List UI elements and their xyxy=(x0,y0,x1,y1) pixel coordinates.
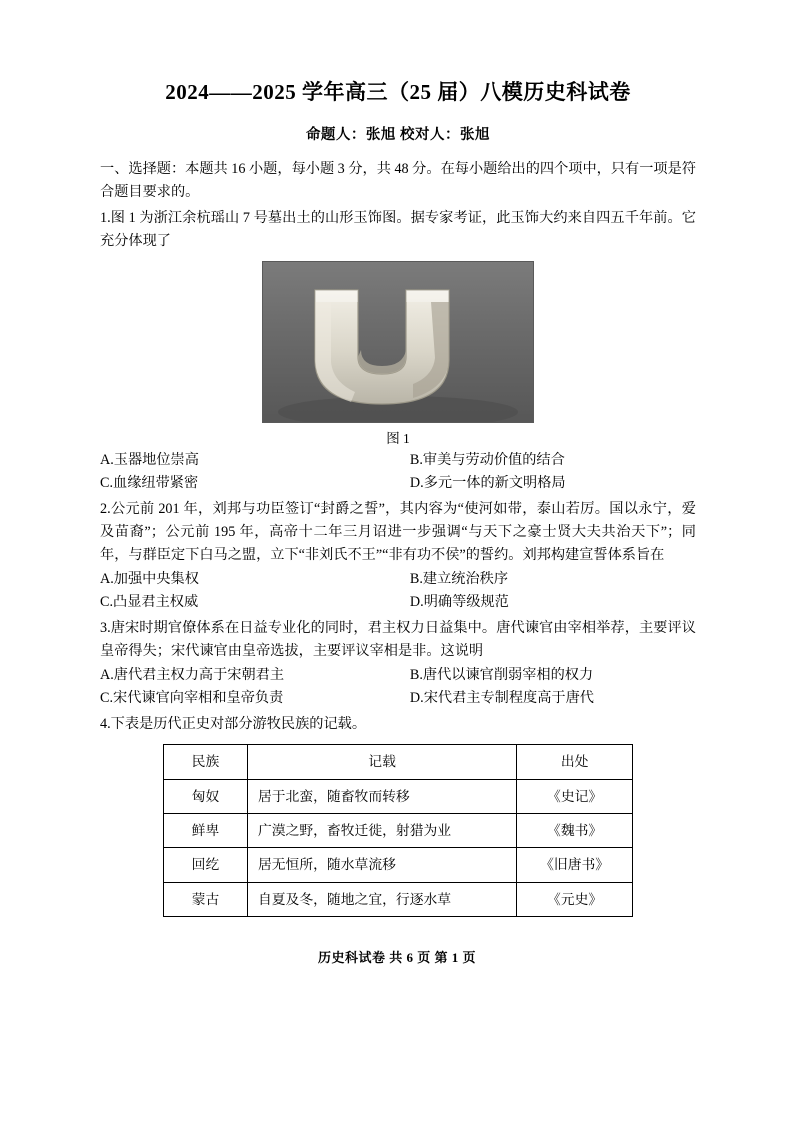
cell-nation: 鲜卑 xyxy=(164,814,248,848)
table-header-nation: 民族 xyxy=(164,745,248,779)
question-1-stem: 1.图 1 为浙江余杭瑶山 7 号墓出土的山形玉饰图。据专家考证，此玉饰大约来自四五千年前。它充分体现了 xyxy=(100,210,696,250)
option-2-a: A.加强中央集权 xyxy=(100,571,199,588)
section-intro: 一、选择题：本题共 16 小题，每小题 3 分，共 48 分。在每小题给出的四个项中，只有一项是符合题目要求的。 xyxy=(100,161,696,201)
table-row xyxy=(164,779,633,813)
jade-artifact-drawing xyxy=(263,262,533,422)
byline: 命题人：张旭 校对人：张旭 xyxy=(305,127,491,144)
figure-1-caption: 图 1 xyxy=(386,431,410,447)
cell-source: 《史记》 xyxy=(517,779,633,813)
figure-1 xyxy=(100,261,696,447)
jade-artifact-image xyxy=(262,261,534,423)
option-2-c: C.凸显君主权威 xyxy=(100,594,199,611)
option-2-d: D.明确等级规范 xyxy=(409,594,509,611)
page-footer: 历史科试卷 共 6 页 第 1 页 xyxy=(317,950,476,965)
option-3-a: A.唐代君主权力高于宋朝君主 xyxy=(100,667,285,684)
cell-source: 《魏书》 xyxy=(517,814,633,848)
question-2-options xyxy=(100,568,696,614)
question-1-options xyxy=(100,449,696,495)
question-4-stem: 4.下表是历代正史对部分游牧民族的记载。 xyxy=(100,716,367,733)
document-body xyxy=(100,78,696,917)
question-3-stem: 3.唐宋时期官僚体系在日益专业化的同时，君主权力日益集中。唐代谏官由宰相举荐，主要评议皇帝得失；宋代谏官由皇帝选拔，主要评议宰相是非。这说明 xyxy=(100,620,696,660)
cell-record: 广漠之野，畜牧迁徙，射猎为业 xyxy=(247,814,516,848)
option-1-b: B.审美与劳动价值的结合 xyxy=(409,452,565,469)
cell-nation: 蒙古 xyxy=(164,882,248,916)
question-3-options xyxy=(100,664,696,710)
option-2-b: B.建立统治秩序 xyxy=(409,571,509,588)
table-header-source: 出处 xyxy=(517,745,633,779)
nomad-records-table xyxy=(163,744,633,917)
question-2-stem: 2.公元前 201 年，刘邦与功臣签订“封爵之誓”，其内容为“使河如带，泰山若厉。国以永宁，爱及苗裔”；公元前 195 年，高帝十二年三月诏进一步强调“与天下之豪士贤大夫共治天下”；同年，与群臣定下白马之盟，立下“非刘氏不王”“非有功不侯”的誓约。刘邦构建宣誓体系旨在 xyxy=(100,501,696,564)
cell-nation: 回纥 xyxy=(164,848,248,882)
option-1-a: A.玉器地位崇高 xyxy=(100,452,199,469)
option-3-d: D.宋代君主专制程度高于唐代 xyxy=(409,690,594,707)
table-header-record: 记载 xyxy=(247,745,516,779)
cell-nation: 匈奴 xyxy=(164,779,248,813)
option-1-c: C.血缘纽带紧密 xyxy=(100,475,199,492)
cell-record: 自夏及冬，随地之宜，行逐水草 xyxy=(247,882,516,916)
cell-source: 《旧唐书》 xyxy=(517,848,633,882)
option-3-c: C.宋代谏官向宰相和皇帝负责 xyxy=(100,690,284,707)
table-row xyxy=(164,814,633,848)
option-3-b: B.唐代以谏官削弱宰相的权力 xyxy=(409,667,594,684)
cell-source: 《元史》 xyxy=(517,882,633,916)
table-row xyxy=(164,882,633,916)
cell-record: 居于北蛮，随畜牧而转移 xyxy=(247,779,516,813)
option-1-d: D.多元一体的新文明格局 xyxy=(409,475,566,492)
page-title: 2024——2025 学年高三（25 届）八模历史科试卷 xyxy=(165,80,631,104)
table-row xyxy=(164,848,633,882)
cell-record: 居无恒所，随水草流移 xyxy=(247,848,516,882)
table-header-row xyxy=(164,745,633,779)
